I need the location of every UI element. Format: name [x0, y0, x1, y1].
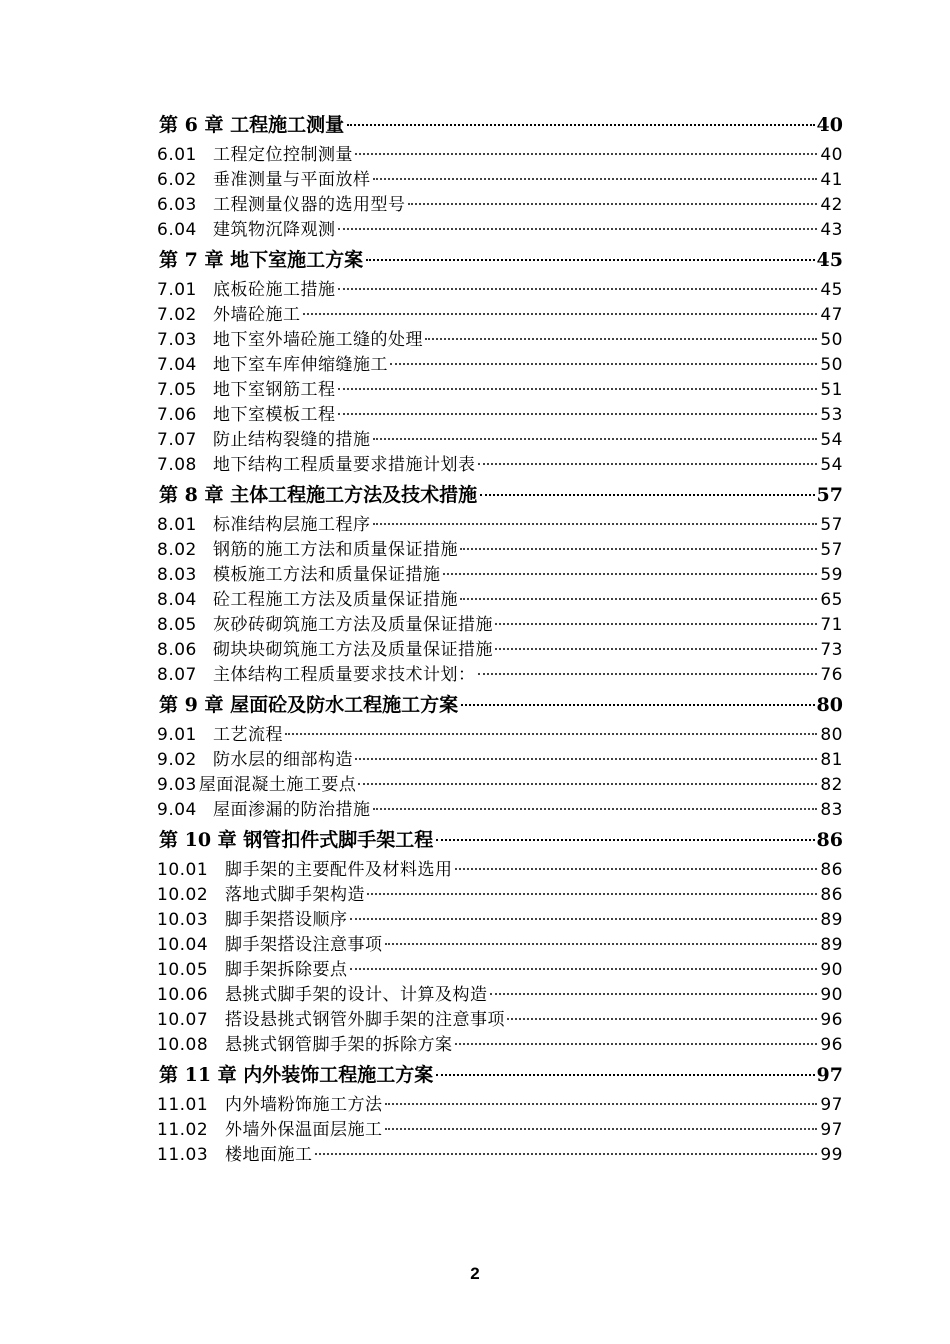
toc-page-number: 86 — [816, 829, 843, 851]
dot-leader — [355, 153, 817, 155]
toc-page-number: 99 — [820, 1145, 843, 1165]
toc-entry-title: 外墙外保温面层施工 — [225, 1120, 383, 1140]
dot-leader — [355, 758, 817, 760]
toc-chapter-title: 第 7 章 地下室施工方案 — [159, 249, 364, 271]
toc-entry — [157, 328, 843, 353]
toc-entry-number: 8.03 — [157, 565, 197, 585]
dot-leader — [425, 338, 817, 340]
toc-entry-number: 7.08 — [157, 455, 197, 475]
toc-entry-number: 8.07 — [157, 665, 197, 685]
toc-page-number: 86 — [820, 885, 843, 905]
toc-page-number: 57 — [820, 540, 843, 560]
toc-entry-number: 9.04 — [157, 800, 197, 820]
toc-page-number: 40 — [816, 114, 843, 136]
toc-entry — [157, 773, 843, 798]
toc-entry-number: 9.03 — [157, 775, 197, 795]
toc-entry — [157, 1118, 843, 1143]
dot-leader — [338, 288, 818, 290]
dot-leader — [315, 1153, 818, 1155]
toc-entry — [157, 453, 843, 478]
toc-entry-title: 搭设悬挑式钢管外脚手架的注意事项 — [225, 1010, 505, 1030]
dot-leader — [385, 1103, 818, 1105]
toc-entry-title: 外墙砼施工 — [213, 305, 301, 325]
toc-page-number: 57 — [820, 515, 843, 535]
toc-chapter-heading — [157, 108, 843, 143]
toc-entry — [157, 353, 843, 378]
toc-entry — [157, 883, 843, 908]
toc-entry-title: 砼工程施工方法及质量保证措施 — [213, 590, 458, 610]
toc-page-number: 97 — [816, 1064, 843, 1086]
toc-entry — [157, 538, 843, 563]
toc-page-number: 80 — [820, 725, 843, 745]
toc-entry — [157, 1008, 843, 1033]
dot-leader — [373, 438, 818, 440]
toc-entry-number: 6.02 — [157, 170, 197, 190]
dot-leader — [285, 733, 817, 735]
toc-page-number: 73 — [820, 640, 843, 660]
dot-leader — [385, 943, 818, 945]
toc-page-number: 53 — [820, 405, 843, 425]
toc-page-number: 82 — [820, 775, 843, 795]
toc-entry — [157, 748, 843, 773]
toc-entry-title: 地下室模板工程 — [213, 405, 336, 425]
toc-entry-number: 6.04 — [157, 220, 197, 240]
toc-chapter-heading — [157, 823, 843, 858]
toc-entry-title: 垂准测量与平面放样 — [213, 170, 371, 190]
toc-entry-title: 地下室外墙砼施工缝的处理 — [213, 330, 423, 350]
toc-page-number: 43 — [820, 220, 843, 240]
toc-entry-number: 7.01 — [157, 280, 197, 300]
toc-entry-number: 8.01 — [157, 515, 197, 535]
toc-entry-number: 10.07 — [157, 1010, 209, 1030]
toc-entry-number: 7.07 — [157, 430, 197, 450]
dot-leader — [460, 548, 817, 550]
dot-leader — [495, 648, 817, 650]
toc-entry-title: 灰砂砖砌筑施工方法及质量保证措施 — [213, 615, 493, 635]
toc-entry — [157, 638, 843, 663]
dot-leader — [338, 413, 818, 415]
toc-page-number: 81 — [820, 750, 843, 770]
dot-leader — [408, 203, 818, 205]
toc-entry — [157, 723, 843, 748]
toc-entry — [157, 1093, 843, 1118]
dot-leader — [373, 523, 818, 525]
toc-page-number: 50 — [820, 330, 843, 350]
toc-entry-number: 7.02 — [157, 305, 197, 325]
toc-entry — [157, 303, 843, 328]
toc-entry-number: 7.05 — [157, 380, 197, 400]
toc-entry-title: 钢筋的施工方法和质量保证措施 — [213, 540, 458, 560]
toc-entry-number: 9.02 — [157, 750, 197, 770]
toc-entry-title: 建筑物沉降观测 — [213, 220, 336, 240]
toc-chapter-title: 第 6 章 工程施工测量 — [159, 114, 345, 136]
toc-entry-number: 8.02 — [157, 540, 197, 560]
toc-entry-title: 地下室车库伸缩缝施工 — [213, 355, 388, 375]
dot-leader — [461, 704, 814, 706]
toc-chapter-heading — [157, 688, 843, 723]
dot-leader — [436, 1074, 814, 1076]
toc-page-number: 40 — [820, 145, 843, 165]
toc-entry-number: 8.06 — [157, 640, 197, 660]
toc-page-number: 76 — [820, 665, 843, 685]
toc-entry-title: 悬挑式脚手架的设计、计算及构造 — [225, 985, 488, 1005]
page-number: 2 — [470, 1264, 480, 1283]
toc-entry — [157, 663, 843, 688]
toc-entry-title: 防止结构裂缝的措施 — [213, 430, 371, 450]
toc-page-number: 97 — [820, 1095, 843, 1115]
toc-entry-number: 10.01 — [157, 860, 209, 880]
toc-page-number: 90 — [820, 985, 843, 1005]
dot-leader — [390, 363, 817, 365]
toc-entry-title: 底板砼施工措施 — [213, 280, 336, 300]
toc-entry-number: 11.02 — [157, 1120, 209, 1140]
toc-entry-title: 地下室钢筋工程 — [213, 380, 336, 400]
dot-leader — [350, 918, 818, 920]
table-of-contents — [157, 108, 843, 1168]
toc-entry-title: 悬挑式钢管脚手架的拆除方案 — [225, 1035, 453, 1055]
toc-entry-number: 10.02 — [157, 885, 209, 905]
toc-entry-title: 防水层的细部构造 — [213, 750, 353, 770]
toc-entry — [157, 428, 843, 453]
toc-page-number: 47 — [820, 305, 843, 325]
toc-entry-number: 6.01 — [157, 145, 197, 165]
dot-leader — [455, 868, 818, 870]
dot-leader — [350, 968, 818, 970]
toc-page-number: 80 — [816, 694, 843, 716]
toc-page-number: 89 — [820, 910, 843, 930]
toc-chapter-title: 第 11 章 内外装饰工程施工方案 — [159, 1064, 434, 1086]
toc-entry-title: 主体结构工程质量要求技术计划： — [213, 665, 476, 685]
toc-page-number: 97 — [820, 1120, 843, 1140]
dot-leader — [443, 573, 818, 575]
toc-entry-title: 楼地面施工 — [225, 1145, 313, 1165]
toc-page-number: 45 — [816, 249, 843, 271]
toc-entry — [157, 613, 843, 638]
toc-chapter-title: 第 8 章 主体工程施工方法及技术措施 — [159, 484, 478, 506]
toc-entry — [157, 908, 843, 933]
toc-entry-title: 落地式脚手架构造 — [225, 885, 365, 905]
toc-entry-title: 工程测量仪器的选用型号 — [213, 195, 406, 215]
toc-entry-title: 内外墙粉饰施工方法 — [225, 1095, 383, 1115]
dot-leader — [455, 1043, 818, 1045]
toc-page-number: 96 — [820, 1035, 843, 1055]
dot-leader — [338, 228, 818, 230]
toc-entry-number: 10.06 — [157, 985, 209, 1005]
dot-leader — [385, 1128, 818, 1130]
toc-entry — [157, 933, 843, 958]
toc-entry — [157, 193, 843, 218]
toc-entry — [157, 403, 843, 428]
toc-page-number: 45 — [820, 280, 843, 300]
dot-leader — [478, 463, 818, 465]
toc-entry-title: 砌块块砌筑施工方法及质量保证措施 — [213, 640, 493, 660]
dot-leader — [366, 259, 814, 261]
toc-entry-title: 地下结构工程质量要求措施计划表 — [213, 455, 476, 475]
toc-page-number: 51 — [820, 380, 843, 400]
toc-entry-number: 11.03 — [157, 1145, 209, 1165]
toc-chapter-heading — [157, 1058, 843, 1093]
toc-entry — [157, 858, 843, 883]
toc-page-number: 71 — [820, 615, 843, 635]
toc-entry-number: 8.04 — [157, 590, 197, 610]
toc-entry-number: 10.04 — [157, 935, 209, 955]
toc-entry-number: 6.03 — [157, 195, 197, 215]
toc-page-number: 65 — [820, 590, 843, 610]
toc-entry-number: 9.01 — [157, 725, 197, 745]
toc-entry — [157, 983, 843, 1008]
toc-page-number: 83 — [820, 800, 843, 820]
dot-leader — [358, 783, 817, 785]
toc-entry — [157, 958, 843, 983]
toc-page-number: 42 — [820, 195, 843, 215]
toc-chapter-title: 第 9 章 屋面砼及防水工程施工方案 — [159, 694, 459, 716]
toc-page-number: 59 — [820, 565, 843, 585]
toc-entry-title: 工艺流程 — [213, 725, 283, 745]
toc-entry-title: 脚手架拆除要点 — [225, 960, 348, 980]
toc-entry-title: 脚手架搭设注意事项 — [225, 935, 383, 955]
toc-entry-number: 10.08 — [157, 1035, 209, 1055]
dot-leader — [338, 388, 818, 390]
toc-page-number: 57 — [816, 484, 843, 506]
toc-page-number: 41 — [820, 170, 843, 190]
toc-entry-number: 7.03 — [157, 330, 197, 350]
toc-entry — [157, 278, 843, 303]
toc-entry — [157, 168, 843, 193]
toc-page-number: 89 — [820, 935, 843, 955]
toc-entry — [157, 563, 843, 588]
toc-entry-title: 脚手架的主要配件及材料选用 — [225, 860, 453, 880]
dot-leader — [507, 1018, 817, 1020]
dot-leader — [373, 178, 818, 180]
toc-entry — [157, 798, 843, 823]
toc-entry — [157, 1033, 843, 1058]
dot-leader — [436, 839, 814, 841]
toc-chapter-title: 第 10 章 钢管扣件式脚手架工程 — [159, 829, 434, 851]
dot-leader — [367, 893, 817, 895]
toc-entry-title: 工程定位控制测量 — [213, 145, 353, 165]
toc-entry — [157, 378, 843, 403]
dot-leader — [478, 673, 818, 675]
toc-page-number: 90 — [820, 960, 843, 980]
toc-chapter-heading — [157, 478, 843, 513]
toc-entry-number: 7.04 — [157, 355, 197, 375]
toc-chapter-heading — [157, 243, 843, 278]
toc-page-number: 50 — [820, 355, 843, 375]
toc-page-number: 54 — [820, 430, 843, 450]
toc-entry-title: 脚手架搭设顺序 — [225, 910, 348, 930]
toc-entry-title: 屋面混凝土施工要点 — [198, 775, 357, 795]
toc-entry — [157, 1143, 843, 1168]
dot-leader — [490, 993, 818, 995]
dot-leader — [460, 598, 817, 600]
toc-entry-number: 8.05 — [157, 615, 197, 635]
toc-entry — [157, 513, 843, 538]
toc-page-number: 96 — [820, 1010, 843, 1030]
toc-entry-number: 7.06 — [157, 405, 197, 425]
toc-page-number: 86 — [820, 860, 843, 880]
toc-entry-title: 标准结构层施工程序 — [213, 515, 371, 535]
toc-page-number: 54 — [820, 455, 843, 475]
dot-leader — [373, 808, 818, 810]
dot-leader — [495, 623, 817, 625]
toc-entry — [157, 218, 843, 243]
toc-entry — [157, 588, 843, 613]
toc-entry-number: 11.01 — [157, 1095, 209, 1115]
toc-entry-number: 10.05 — [157, 960, 209, 980]
toc-entry — [157, 143, 843, 168]
dot-leader — [480, 494, 814, 496]
toc-entry-title: 屋面渗漏的防治措施 — [213, 800, 371, 820]
toc-entry-title: 模板施工方法和质量保证措施 — [213, 565, 441, 585]
dot-leader — [347, 124, 814, 126]
toc-entry-number: 10.03 — [157, 910, 209, 930]
dot-leader — [303, 313, 818, 315]
